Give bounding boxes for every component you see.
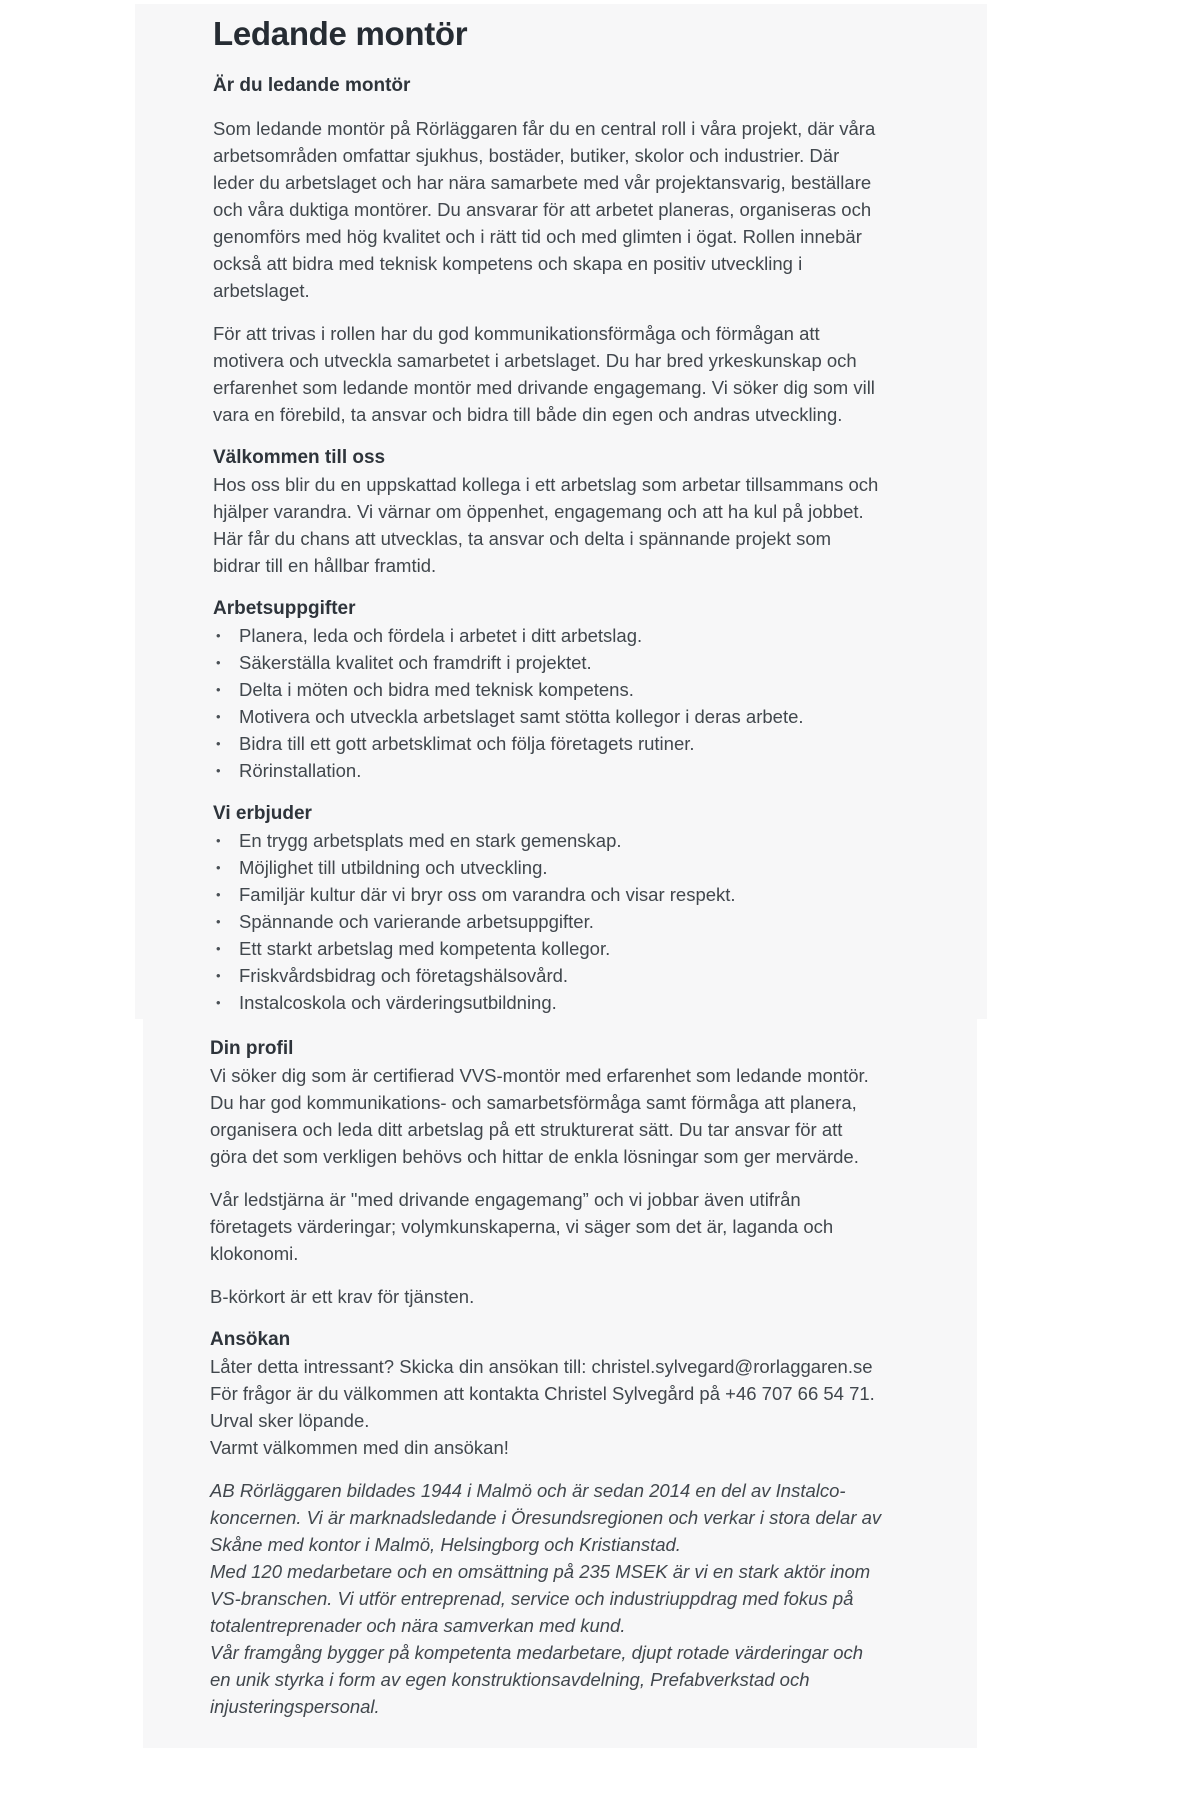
text-line: leder du arbetslaget och har nära samarbete med vår projektansvarig, beställare xyxy=(213,172,872,193)
bullet-dot-icon: • xyxy=(216,736,221,751)
text-line: bidrar till en hållbar framtid. xyxy=(213,555,437,576)
lower-content-card xyxy=(143,1019,977,1748)
bullet-label: Rörinstallation. xyxy=(239,760,362,781)
bullet-item xyxy=(213,703,927,730)
text-line: AB Rörläggaren bildades 1944 i Malmö och är sedan 2014 en del av Instalco- xyxy=(210,1480,846,1501)
bullet-label: Säkerställa kvalitet och framdrift i projektet. xyxy=(239,652,592,673)
paragraph-block xyxy=(210,1477,921,1720)
bullet-dot-icon: • xyxy=(216,995,221,1010)
text-line: Som ledande montör på Rörläggaren får du en central roll i våra projekt, där våra xyxy=(213,118,876,139)
section-heading: Arbetsuppgifter xyxy=(213,598,356,619)
title-block xyxy=(213,14,927,54)
bullet-label: En trygg arbetsplats med en stark gemenskap. xyxy=(239,830,622,851)
bullet-item xyxy=(213,989,927,1016)
bullet-item xyxy=(213,908,927,935)
section--r-du-ledande-mont-r xyxy=(213,72,927,99)
text-line: totalentreprenader och nära samverkan med kund. xyxy=(210,1615,626,1636)
text-line: vara en förebild, ta ansvar och bidra till både din egen och andras utveckling. xyxy=(213,404,843,425)
paragraph-block xyxy=(210,1283,921,1310)
text-line: VS-branschen. Vi utför entreprenad, service och industriuppdrag med fokus på xyxy=(210,1588,854,1609)
upper-content-card xyxy=(135,4,987,1019)
text-line: hjälper varandra. Vi värnar om öppenhet, engagemang och att ha kul på jobbet. xyxy=(213,501,864,522)
section-ans-kan xyxy=(210,1326,921,1461)
section-heading: Är du ledande montör xyxy=(213,75,411,96)
text-line: koncernen. Vi är marknadsledande i Öresundsregionen och verkar i stora delar av xyxy=(210,1507,882,1528)
text-line: injusteringspersonal. xyxy=(210,1696,380,1717)
bullet-label: Spännande och varierande arbetsuppgifter. xyxy=(239,911,594,932)
text-line: Här får du chans att utvecklas, ta ansvar och delta i spännande projekt som xyxy=(213,528,832,549)
bullet-label: Familjär kultur där vi bryr oss om varandra och visar respekt. xyxy=(239,884,736,905)
bullet-item xyxy=(213,757,927,784)
bullet-label: Bidra till ett gott arbetsklimat och följa företagets rutiner. xyxy=(239,733,695,754)
text-line: För att trivas i rollen har du god kommunikationsförmåga och förmågan att xyxy=(213,323,820,344)
page-title: Ledande montör xyxy=(213,15,468,52)
text-line: och våra duktiga montörer. Du ansvarar för att arbetet planeras, organiseras och xyxy=(213,199,872,220)
text-line: Vår framgång bygger på kompetenta medarbetare, djupt rotade värderingar och xyxy=(210,1642,864,1663)
bullet-label: Instalcoskola och värderingsutbildning. xyxy=(239,992,557,1013)
paragraph-block xyxy=(213,115,927,304)
text-line: arbetslaget. xyxy=(213,280,310,301)
section-heading: Din profil xyxy=(210,1038,294,1059)
bullet-label: Planera, leda och fördela i arbetet i ditt arbetslag. xyxy=(239,625,643,646)
text-line: arbetsområden omfattar sjukhus, bostäder, butiker, skolor och industrier. Där xyxy=(213,145,840,166)
bullet-item xyxy=(213,935,927,962)
text-line: Skåne med kontor i Malmö, Helsingborg och Kristianstad. xyxy=(210,1534,681,1555)
bullet-label: Möjlighet till utbildning och utveckling. xyxy=(239,857,548,878)
bullet-dot-icon: • xyxy=(216,914,221,929)
text-line: erfarenhet som ledande montör med drivande engagemang. Vi söker dig som vill xyxy=(213,377,875,398)
text-line: genomförs med hög kvalitet och i rätt tid och med glimten i ögat. Rollen innebär xyxy=(213,226,862,247)
text-line: göra det som verkligen behövs och hittar de enkla lösningar som ger mervärde. xyxy=(210,1146,859,1167)
text-line: en unik styrka i form av egen konstruktionsavdelning, Prefabverkstad och xyxy=(210,1669,810,1690)
bullet-dot-icon: • xyxy=(216,763,221,778)
paragraph-block xyxy=(210,1186,921,1267)
section-arbetsuppgifter xyxy=(213,595,927,784)
bullet-item xyxy=(213,854,927,881)
section-din-profil xyxy=(210,1035,921,1170)
text-line: företagets värderingar; volymkunskaperna, vi säger som det är, laganda och xyxy=(210,1216,834,1237)
bullet-dot-icon: • xyxy=(216,682,221,697)
text-line: också att bidra med teknisk kompetens och skapa en positiv utveckling i xyxy=(213,253,803,274)
bullet-dot-icon: • xyxy=(216,709,221,724)
text-line: Låter detta intressant? Skicka din ansökan till: christel.sylvegard@rorlaggaren.se xyxy=(210,1356,873,1377)
bullet-item xyxy=(213,622,927,649)
section-v-lkommen-till-oss xyxy=(213,444,927,579)
bullet-item xyxy=(213,881,927,908)
bullet-dot-icon: • xyxy=(216,655,221,670)
bullet-label: Ett starkt arbetslag med kompetenta kollegor. xyxy=(239,938,611,959)
bullet-label: Motivera och utveckla arbetslaget samt stötta kollegor i deras arbete. xyxy=(239,706,804,727)
bullet-dot-icon: • xyxy=(216,968,221,983)
text-line: Vi söker dig som är certifierad VVS-montör med erfarenhet som ledande montör. xyxy=(210,1065,869,1086)
text-line: Du har god kommunikations- och samarbetsförmåga samt förmåga att planera, xyxy=(210,1092,857,1113)
text-line: Vår ledstjärna är "med drivande engagemang” och vi jobbar även utifrån xyxy=(210,1189,801,1210)
bullet-item xyxy=(213,962,927,989)
paragraph-block xyxy=(213,320,927,428)
text-line: Varmt välkommen med din ansökan! xyxy=(210,1437,509,1458)
text-line: Urval sker löpande. xyxy=(210,1410,370,1431)
bullet-item xyxy=(213,649,927,676)
bullet-dot-icon: • xyxy=(216,833,221,848)
bullet-label: Delta i möten och bidra med teknisk kompetens. xyxy=(239,679,634,700)
text-line: Med 120 medarbetare och en omsättning på 235 MSEK är vi en stark aktör inom xyxy=(210,1561,871,1582)
text-line: För frågor är du välkommen att kontakta Christel Sylvegård på +46 707 66 54 71. xyxy=(210,1383,875,1404)
text-line: B-körkort är ett krav för tjänsten. xyxy=(210,1286,475,1307)
bullet-item xyxy=(213,730,927,757)
text-line: Hos oss blir du en uppskattad kollega i ett arbetslag som arbetar tillsammans och xyxy=(213,474,879,495)
text-line: klokonomi. xyxy=(210,1243,299,1264)
bullet-label: Friskvårdsbidrag och företagshälsovård. xyxy=(239,965,569,986)
bullet-dot-icon: • xyxy=(216,628,221,643)
section-heading: Ansökan xyxy=(210,1329,291,1350)
bullet-item xyxy=(213,827,927,854)
text-line: motivera och utveckla samarbetet i arbetslaget. Du har bred yrkeskunskap och xyxy=(213,350,857,371)
text-line: organisera och leda ditt arbetslag på ett strukturerat sätt. Du tar ansvar för att xyxy=(210,1119,843,1140)
section-vi-erbjuder xyxy=(213,800,927,1016)
bullet-dot-icon: • xyxy=(216,860,221,875)
section-heading: Välkommen till oss xyxy=(213,447,386,468)
section-heading: Vi erbjuder xyxy=(213,803,312,824)
bullet-dot-icon: • xyxy=(216,887,221,902)
bullet-item xyxy=(213,676,927,703)
bullet-dot-icon: • xyxy=(216,941,221,956)
